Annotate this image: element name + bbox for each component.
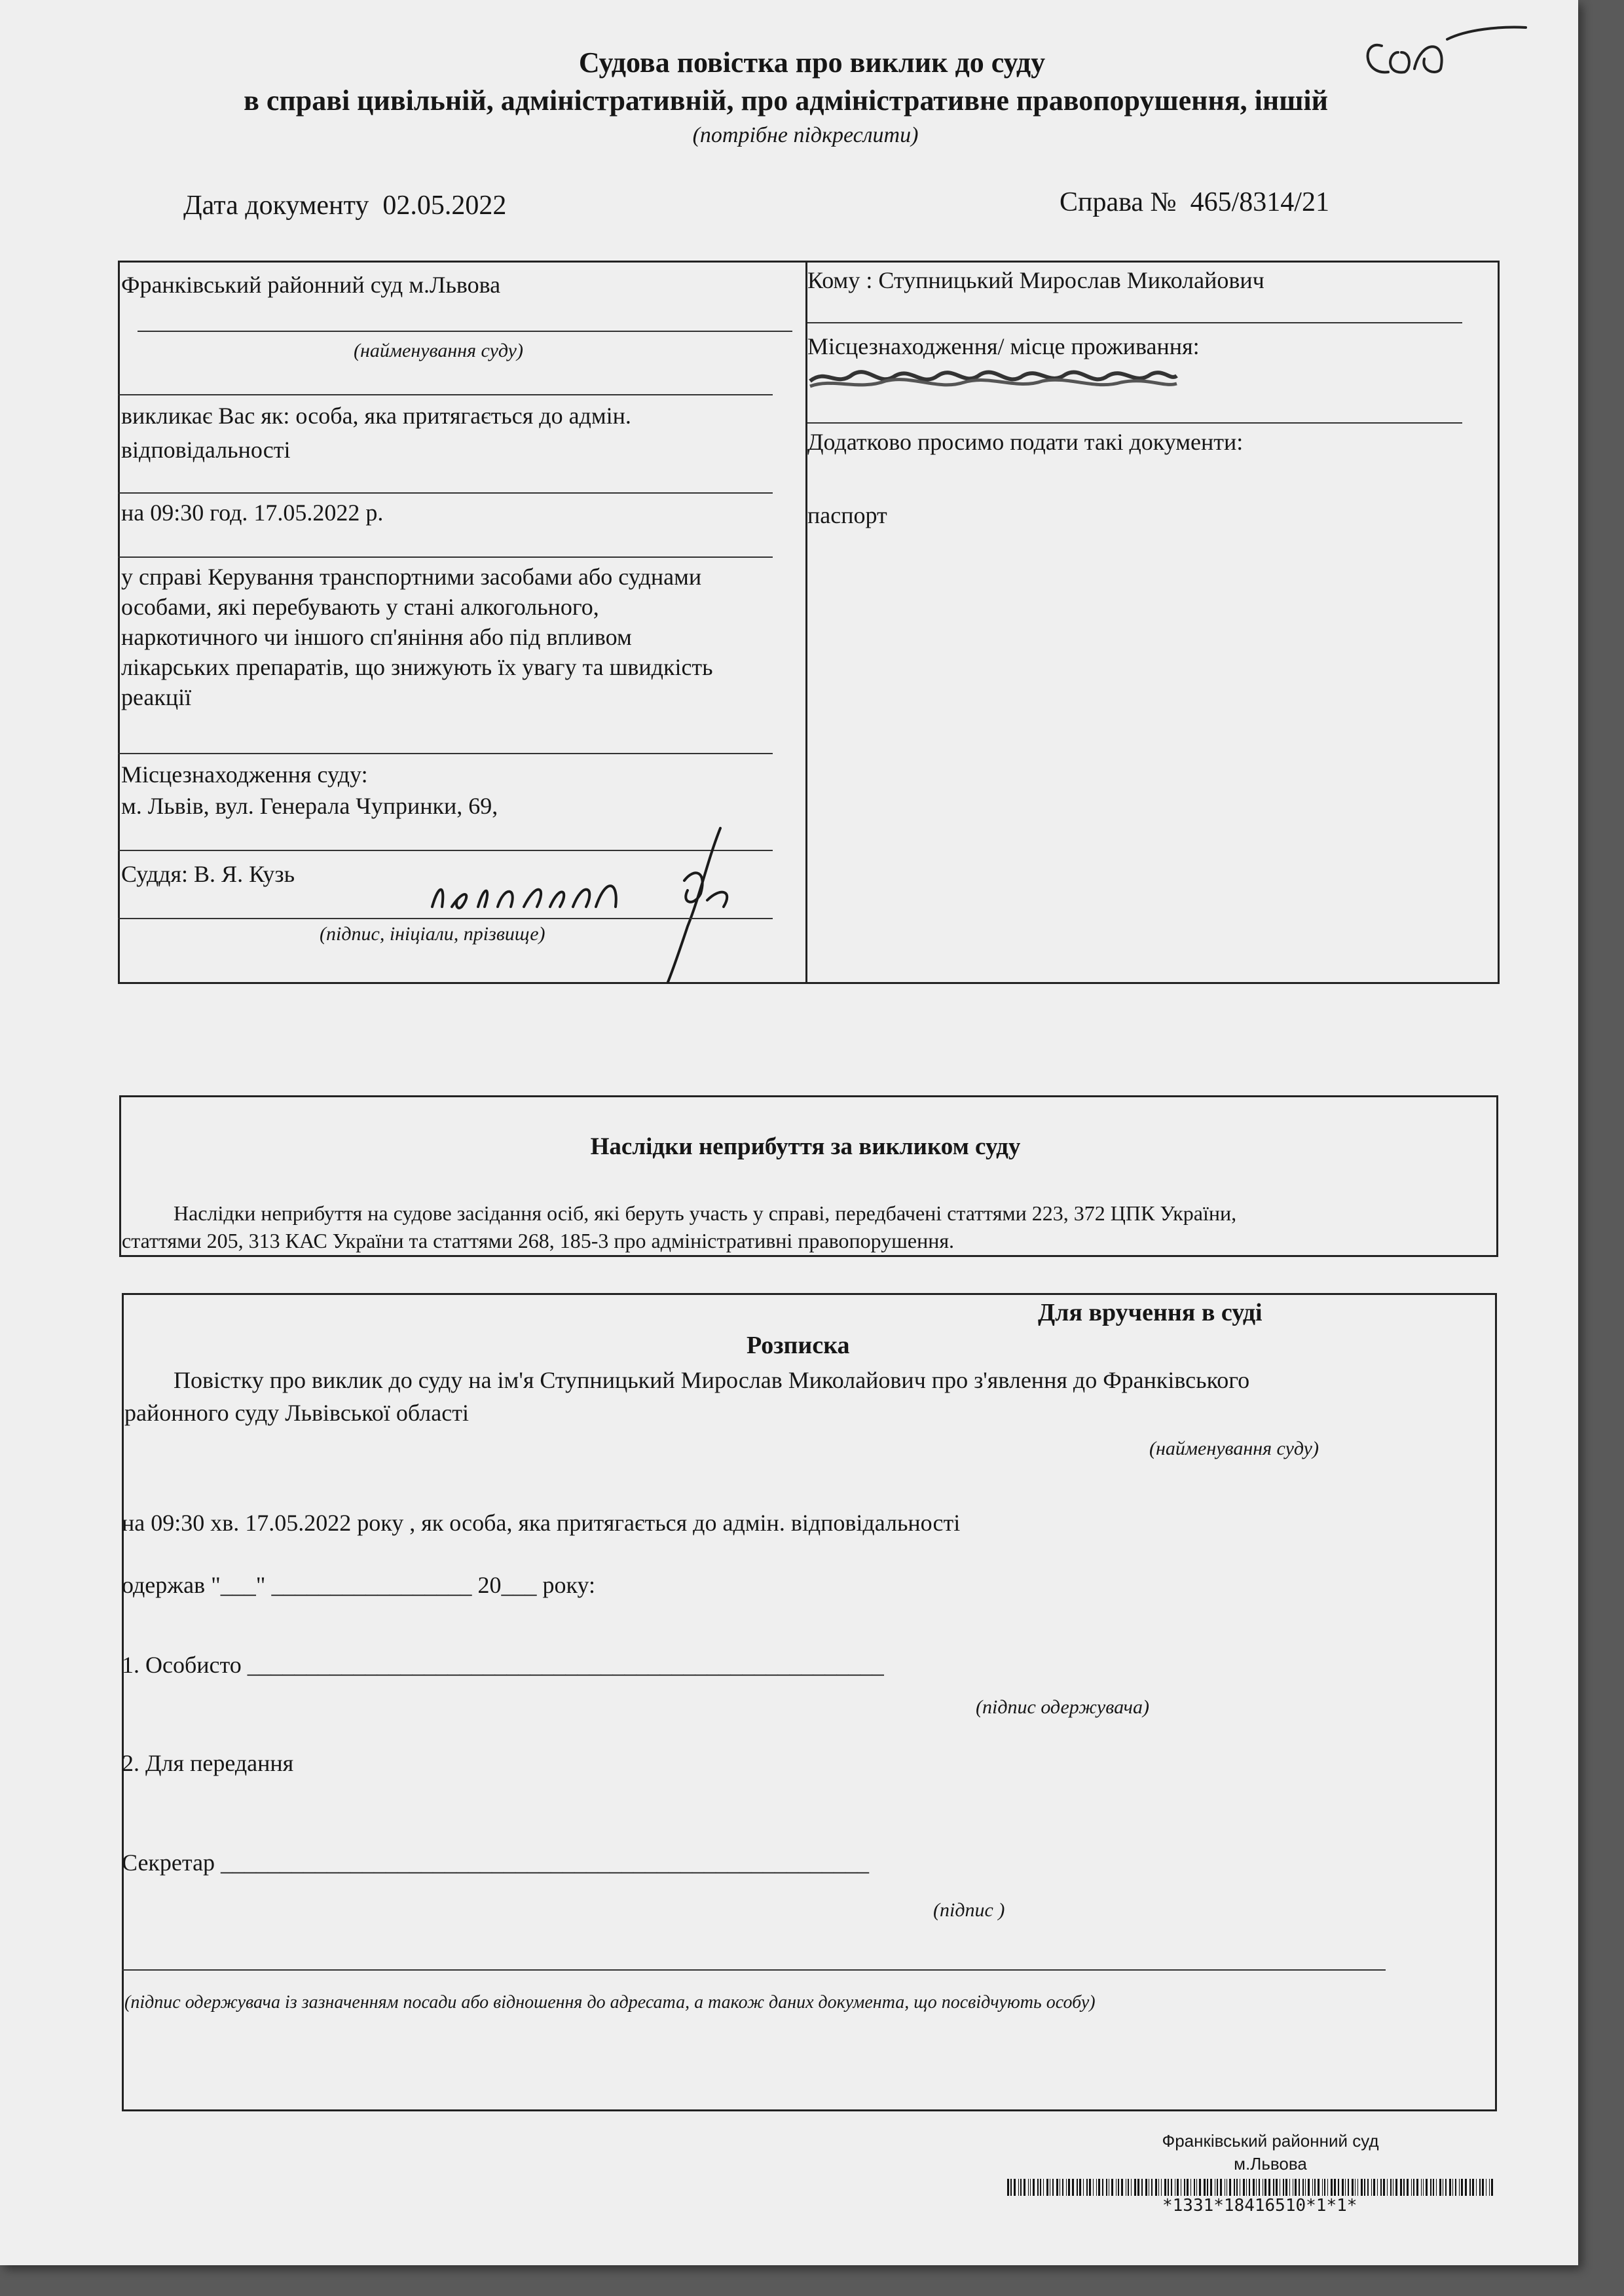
- barcode-bar: [1062, 2179, 1063, 2196]
- barcode-bar: [1079, 2179, 1081, 2196]
- barcode-bar: [1210, 2179, 1212, 2196]
- barcode-bar: [1234, 2179, 1235, 2196]
- barcode-bar: [1476, 2179, 1477, 2196]
- barcode-bar: [1331, 2179, 1333, 2196]
- divider-line: [118, 394, 773, 395]
- barcode-bar: [1449, 2179, 1451, 2196]
- barcode-bar: [1268, 2179, 1270, 2196]
- barcode-bar: [1407, 2179, 1409, 2196]
- documents-value: паспорт: [807, 502, 887, 528]
- barcode-bar: [1322, 2179, 1323, 2196]
- case-subject-5: реакції: [121, 684, 192, 710]
- barcode-bar: [1134, 2179, 1136, 2196]
- personally-line: 1. Особисто ______________________________________________________: [122, 1652, 884, 1678]
- footer-court-line2: м.Львова: [1234, 2154, 1307, 2174]
- date-value: 02.05.2022: [382, 191, 507, 221]
- barcode-bar: [1285, 2179, 1287, 2196]
- receipt-title: Розписка: [747, 1332, 850, 1359]
- redacted-address: [807, 361, 1180, 394]
- receipt-text-2: районного суду Львівської області: [124, 1400, 469, 1426]
- barcode-bar: [1426, 2179, 1428, 2196]
- barcode-bar: [1020, 2179, 1022, 2196]
- barcode-bar: [1128, 2179, 1129, 2196]
- barcode-bar: [1131, 2179, 1132, 2196]
- barcode-bar: [1383, 2179, 1385, 2196]
- barcode-bar: [1452, 2179, 1453, 2196]
- barcode-bar: [1158, 2179, 1159, 2196]
- barcode-bar: [1348, 2179, 1349, 2196]
- barcode-bar: [1145, 2179, 1147, 2196]
- barcode-bar: [1264, 2179, 1266, 2196]
- recipient-note: (підпис одержувача із зазначенням посади або відношення до адресата, а також даних документа, що посвідчують особу): [124, 1992, 1096, 2013]
- date-label: Дата документу: [183, 191, 369, 221]
- signature-caption: (підпис, ініціали, прізвище): [320, 923, 545, 945]
- barcode-bar: [1302, 2179, 1304, 2196]
- received-date-line: одержав "___" _________________ 20___ року:: [122, 1572, 596, 1598]
- barcode-bar: [1217, 2179, 1218, 2196]
- barcode-bar: [1040, 2179, 1041, 2196]
- barcode-bar: [1403, 2179, 1405, 2196]
- barcode-bar: [1416, 2179, 1418, 2196]
- case-value: 465/8314/21: [1190, 187, 1329, 217]
- barcode-bar: [1355, 2179, 1356, 2196]
- barcode-bar: [1033, 2179, 1035, 2196]
- barcode-bar: [1373, 2179, 1375, 2196]
- barcode-bar: [1141, 2179, 1143, 2196]
- address-line: [807, 422, 1462, 424]
- barcode-bar: [1236, 2179, 1238, 2196]
- barcode-bar: [1352, 2179, 1354, 2196]
- barcode-bar: [1068, 2179, 1070, 2196]
- barcode-bar: [1342, 2179, 1344, 2196]
- barcode-bar: [1324, 2179, 1325, 2196]
- barcode-bar: [1338, 2179, 1339, 2196]
- consequences-title: Наслідки неприбуття за викликом суду: [590, 1133, 1021, 1160]
- barcode-bar: [1052, 2179, 1054, 2196]
- barcode-bar: [1037, 2179, 1039, 2196]
- secretary-signature-caption: (підпис ): [933, 1899, 1005, 1921]
- barcode-bar: [1077, 2179, 1078, 2196]
- barcode-bar: [1395, 2179, 1397, 2196]
- for-transfer: 2. Для передання: [122, 1750, 294, 1776]
- summons-as: викликає Вас як: особа, яка притягається до адмін.: [121, 403, 631, 429]
- barcode-bar: [1194, 2179, 1195, 2196]
- barcode-bar: [1246, 2179, 1247, 2196]
- barcode-bar: [1256, 2179, 1257, 2196]
- case-subject-2: особами, які перебувають у стані алкогольного,: [121, 594, 599, 620]
- barcode-bar: [1199, 2179, 1201, 2196]
- barcode-bar: [1249, 2179, 1250, 2196]
- barcode-bar: [1421, 2179, 1422, 2196]
- barcode-bar: [1030, 2179, 1031, 2196]
- barcode-bar: [1377, 2179, 1378, 2196]
- barcode-bar: [1066, 2179, 1067, 2196]
- barcode-bar: [1411, 2179, 1412, 2196]
- court-name-line: [138, 331, 792, 332]
- recipient-line: [807, 322, 1462, 323]
- barcode-bar: [1413, 2179, 1414, 2196]
- barcode-text: *1331*18416510*1*1*: [1162, 2196, 1357, 2215]
- barcode-bar: [1102, 2179, 1103, 2196]
- summons-as-cont: відповідальності: [121, 437, 291, 463]
- barcode-bar: [1098, 2179, 1100, 2196]
- barcode-bar: [1168, 2179, 1169, 2196]
- judge-signature: [426, 809, 845, 992]
- barcode-bar: [1086, 2179, 1088, 2196]
- barcode-bar: [1433, 2179, 1434, 2196]
- barcode-bar: [1327, 2179, 1328, 2196]
- barcode-bar: [1106, 2179, 1107, 2196]
- barcode-bar: [1364, 2179, 1365, 2196]
- barcode-bar: [1259, 2179, 1260, 2196]
- barcode-bar: [1299, 2179, 1300, 2196]
- barcode-bar: [1096, 2179, 1097, 2196]
- documents-label: Додатково просимо подати такі документи:: [807, 429, 1244, 455]
- recipient-name: Кому : Ступницький Мирослав Миколайович: [807, 267, 1264, 293]
- footer-court-line1: Франківський районний суд: [1162, 2131, 1379, 2151]
- case-subject-1: у справі Керування транспортними засобами або суднами: [121, 564, 702, 590]
- document-date: [183, 190, 506, 221]
- barcode-bar: [1482, 2179, 1484, 2196]
- barcode-bar: [1312, 2179, 1313, 2196]
- barcode-bar: [1171, 2179, 1172, 2196]
- consequences-text-2: статтями 205, 313 КАС України та статтями 268, 185-3 про адміністративні правопорушення.: [122, 1229, 955, 1252]
- barcode-bar: [1229, 2179, 1231, 2196]
- barcode-bar: [1345, 2179, 1346, 2196]
- barcode-bar: [1455, 2179, 1456, 2196]
- barcode-bar: [1314, 2179, 1316, 2196]
- barcode-bar: [1014, 2179, 1016, 2196]
- summons-subtitle: в справі цивільній, адміністративній, про адміністративне правопорушення, іншій: [244, 84, 1328, 117]
- barcode-bar: [1056, 2179, 1058, 2196]
- barcode-bar: [1445, 2179, 1447, 2196]
- divider-line: [118, 753, 773, 754]
- barcode-bar: [1137, 2179, 1139, 2196]
- barcode-bar: [1367, 2179, 1369, 2196]
- divider-line: [118, 556, 773, 558]
- barcode-bar: [1308, 2179, 1310, 2196]
- barcode-bar: [1253, 2179, 1255, 2196]
- barcode-bar: [1305, 2179, 1306, 2196]
- barcode-bar: [1184, 2179, 1185, 2196]
- barcode-bar: [1190, 2179, 1191, 2196]
- receipt-text-1: Повістку про виклик до суду на ім'я Ступницький Мирослав Миколайович про з'явлення до Франківського: [174, 1367, 1250, 1393]
- barcode-bar: [1387, 2179, 1388, 2196]
- barcode-bar: [1283, 2179, 1284, 2196]
- barcode-bar: [1334, 2179, 1336, 2196]
- barcode-bar: [1187, 2179, 1189, 2196]
- barcode-bar: [1390, 2179, 1392, 2196]
- case-subject-3: наркотичного чи іншого сп'яніння або під впливом: [121, 624, 632, 650]
- court-location-value: м. Львів, вул. Генерала Чупринки, 69,: [121, 793, 498, 819]
- barcode-bar: [1430, 2179, 1431, 2196]
- barcode-bar: [1121, 2179, 1123, 2196]
- barcode-bar: [1479, 2179, 1481, 2196]
- receipt-time: на 09:30 хв. 17.05.2022 року , як особа, яка притягається до адмін. відповідальності: [122, 1510, 961, 1536]
- secretary-line: Секретар _______________________________________________________: [122, 1850, 870, 1876]
- barcode-bar: [1489, 2179, 1490, 2196]
- barcode-bar: [1436, 2179, 1437, 2196]
- barcode-bar: [1083, 2179, 1084, 2196]
- barcode-bar: [1161, 2179, 1162, 2196]
- court-location-label: Місцезнаходження суду:: [121, 761, 368, 788]
- case-label: Справа №: [1060, 187, 1177, 217]
- divider-line: [118, 492, 773, 494]
- recipient-signature-caption: (підпис одержувача): [976, 1696, 1149, 1718]
- barcode-bar: [1318, 2179, 1320, 2196]
- court-caption: (найменування суду): [354, 340, 523, 361]
- barcode-bar: [1459, 2179, 1460, 2196]
- court-name: Франківський районний суд м.Львова: [121, 272, 501, 298]
- barcode-bar: [1111, 2179, 1113, 2196]
- barcode-bar: [1028, 2179, 1029, 2196]
- barcode-bar: [1207, 2179, 1208, 2196]
- barcode-bar: [1018, 2179, 1019, 2196]
- consequences-text-1: Наслідки неприбуття на судове засідання осіб, які беруть участь у справі, передбачені статтями 223, 372 ЦПК України,: [174, 1201, 1237, 1225]
- for-court-delivery: Для вручення в суді: [1038, 1299, 1263, 1326]
- barcode-bar: [1010, 2179, 1012, 2196]
- barcode-bar: [1465, 2179, 1467, 2196]
- barcode-bar: [1371, 2179, 1372, 2196]
- barcode-bar: [1155, 2179, 1157, 2196]
- address-label: Місцезнаходження/ місце проживання:: [807, 333, 1200, 359]
- summons-title: Судова повістка про виклик до суду: [578, 46, 1046, 79]
- barcode-bar: [1204, 2179, 1206, 2196]
- barcode-bar: [1118, 2179, 1119, 2196]
- barcode-bar: [1295, 2179, 1297, 2196]
- barcode-bar: [1177, 2179, 1179, 2196]
- barcode-bar: [1220, 2179, 1222, 2196]
- barcode-bar: [1491, 2179, 1493, 2196]
- barcode-bar: [1380, 2179, 1382, 2196]
- underline-note: (потрібне підкреслити): [692, 123, 919, 147]
- barcode-bar: [1469, 2179, 1471, 2196]
- barcode-bar: [1151, 2179, 1153, 2196]
- barcode-bar: [1089, 2179, 1091, 2196]
- case-subject-4: лікарських препаратів, що знижують їх увагу та швидкість: [121, 654, 713, 680]
- barcode-bar: [1093, 2179, 1094, 2196]
- barcode-bar: [1196, 2179, 1197, 2196]
- barcode-bar: [1024, 2179, 1025, 2196]
- judge-name: Суддя: В. Я. Кузь: [121, 861, 295, 887]
- receipt-court-caption: (найменування суду): [1149, 1438, 1319, 1459]
- barcode-bar: [1400, 2179, 1402, 2196]
- case-number: [1060, 187, 1329, 218]
- barcode: [1007, 2179, 1495, 2196]
- barcode-bar: [1164, 2179, 1166, 2196]
- barcode-bar: [1043, 2179, 1044, 2196]
- hearing-time: на 09:30 год. 17.05.2022 р.: [121, 500, 384, 526]
- recipient-note-line: [122, 1969, 1386, 1971]
- barcode-bar: [1357, 2179, 1358, 2196]
- barcode-bar: [1361, 2179, 1363, 2196]
- barcode-bar: [1423, 2179, 1424, 2196]
- barcode-bar: [1243, 2179, 1245, 2196]
- barcode-bar: [1472, 2179, 1474, 2196]
- barcode-bar: [1439, 2179, 1441, 2196]
- barcode-bar: [1276, 2179, 1278, 2196]
- barcode-bar: [1461, 2179, 1463, 2196]
- barcode-bar: [1072, 2179, 1074, 2196]
- barcode-bar: [1273, 2179, 1274, 2196]
- barcode-bar: [1046, 2179, 1048, 2196]
- barcode-bar: [1289, 2179, 1290, 2196]
- barcode-bar: [1007, 2179, 1009, 2196]
